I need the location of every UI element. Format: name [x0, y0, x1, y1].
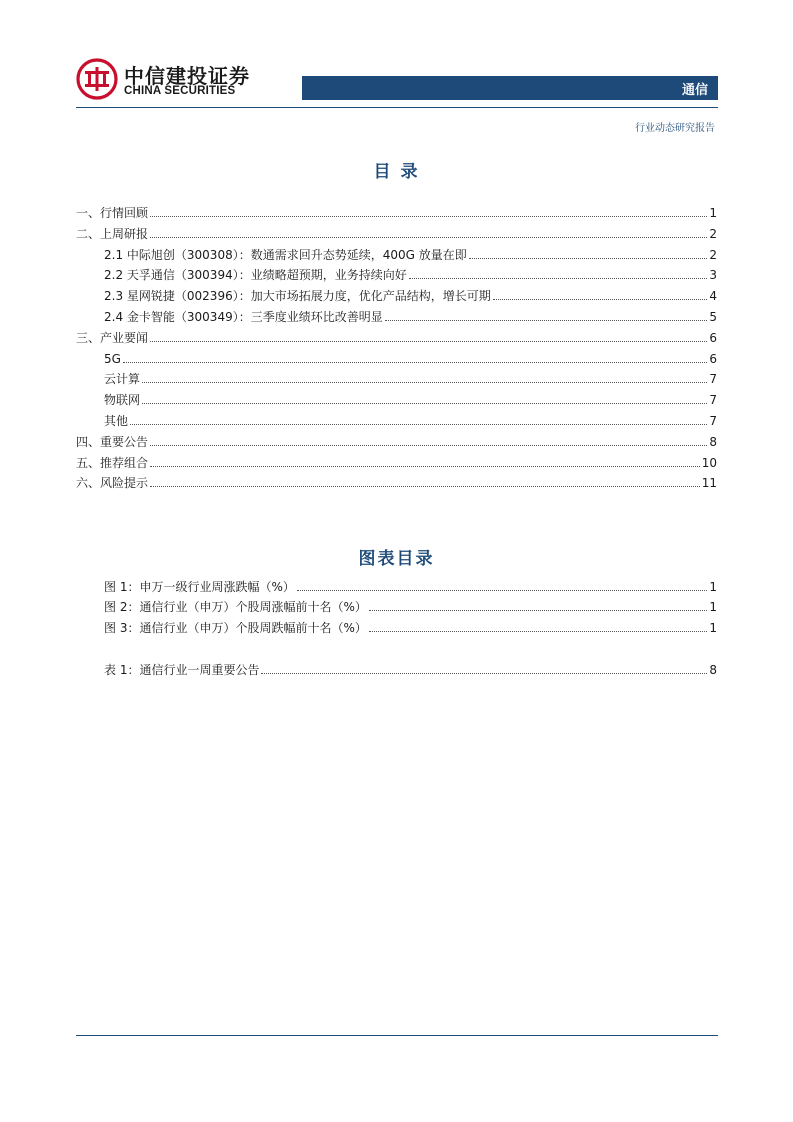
toc-entry-page: 5: [709, 310, 717, 324]
toc-entry-page: 6: [709, 331, 717, 345]
leader-dots: [150, 445, 707, 446]
toc-entry-page: 11: [701, 476, 717, 490]
figure-entry-page: 1: [709, 580, 717, 594]
toc-entry-text: 一、行情回顾: [76, 206, 149, 220]
toc-entry-page: 3: [709, 268, 717, 282]
leader-dots: [150, 466, 700, 467]
toc-entry-page: 2: [709, 248, 717, 262]
figure-entry-page: 8: [709, 663, 717, 677]
citic-logo-icon: [76, 58, 118, 100]
toc-entry[interactable]: [104, 286, 717, 304]
toc-entry-text: 2.2 天孚通信（300394）：业绩略超预期，业务持续向好: [104, 268, 407, 282]
toc-entry[interactable]: [104, 411, 717, 429]
toc-entry-text: 五、推荐组合: [76, 456, 149, 470]
figure-entry[interactable]: [104, 577, 717, 595]
company-logo: [76, 58, 276, 102]
figure-entry[interactable]: [104, 660, 717, 678]
toc-entry[interactable]: [76, 432, 717, 450]
leader-dots: [142, 403, 707, 404]
toc-entry[interactable]: [76, 203, 717, 221]
leader-dots: [150, 486, 700, 487]
toc-entry[interactable]: [76, 328, 717, 346]
leader-dots: [261, 673, 707, 674]
toc-entry[interactable]: [76, 473, 717, 491]
report-type: 行业动态研究报告: [635, 123, 715, 134]
leader-dots: [469, 258, 708, 259]
toc-entry-text: 三、产业要闻: [76, 331, 149, 345]
figure-entry[interactable]: [104, 618, 717, 636]
toc-entry-text: 5G: [104, 352, 121, 366]
toc-entry-page: 7: [709, 372, 717, 386]
figure-entry-text: 表 1：通信行业一周重要公告: [104, 663, 260, 677]
toc-entry-page: 1: [709, 206, 717, 220]
leader-dots: [123, 362, 707, 363]
toc-entry[interactable]: [104, 369, 717, 387]
toc-entry-text: 云计算: [104, 372, 141, 386]
figure-entry-text: 图 2：通信行业（申万）个股周涨幅前十名（%）: [104, 600, 367, 614]
logo-chinese-name: 中信建投证券: [124, 64, 250, 88]
toc-entry-page: 6: [709, 352, 717, 366]
leader-dots: [493, 299, 708, 300]
industry-banner: [302, 76, 718, 100]
leader-dots: [297, 590, 708, 591]
leader-dots: [369, 610, 708, 611]
footer-divider: [76, 1035, 718, 1036]
toc-entry-text: 六、风险提示: [76, 476, 149, 490]
toc-entry[interactable]: [104, 245, 717, 263]
figure-entry-text: 图 1：申万一级行业周涨跌幅（%）: [104, 580, 295, 594]
leader-dots: [130, 424, 707, 425]
toc-entry-page: 8: [709, 435, 717, 449]
toc-entry-text: 物联网: [104, 393, 141, 407]
toc-entry-page: 10: [701, 456, 717, 470]
leader-dots: [369, 631, 708, 632]
leader-dots: [409, 278, 708, 279]
toc-entry-page: 2: [709, 227, 717, 241]
leader-dots: [142, 382, 707, 383]
toc-entry-text: 2.3 星网锐捷（002396）：加大市场拓展力度，优化产品结构，增长可期: [104, 289, 491, 303]
leader-dots: [150, 237, 707, 238]
toc-entry-text: 2.1 中际旭创（300308）：数通需求回升态势延续，400G 放量在即: [104, 248, 467, 262]
toc-entry[interactable]: [104, 349, 717, 367]
figure-entry-page: 1: [709, 600, 717, 614]
toc-entry-text: 四、重要公告: [76, 435, 149, 449]
toc-entry-page: 7: [709, 393, 717, 407]
toc-title: 目 录: [373, 162, 420, 182]
figure-entry-text: 图 3：通信行业（申万）个股周跌幅前十名（%）: [104, 621, 367, 635]
toc-entry-text: 二、上周研报: [76, 227, 149, 241]
figure-entry[interactable]: [104, 597, 717, 615]
logo-english-name: CHINA SECURITIES: [124, 85, 236, 97]
figure-entry-page: 1: [709, 621, 717, 635]
toc-entry-page: 7: [709, 414, 717, 428]
figures-title: 图表目录: [358, 549, 435, 569]
toc-entry[interactable]: [104, 307, 717, 325]
toc-entry-page: 4: [709, 289, 717, 303]
industry-label: 通信: [681, 83, 708, 98]
toc-entry[interactable]: [104, 390, 717, 408]
toc-entry[interactable]: [76, 453, 717, 471]
toc-entry-text: 2.4 金卡智能（300349）：三季度业绩环比改善明显: [104, 310, 383, 324]
header-divider: [76, 107, 718, 108]
toc-entry-text: 其他: [104, 414, 129, 428]
toc-entry[interactable]: [76, 224, 717, 242]
leader-dots: [150, 341, 707, 342]
leader-dots: [150, 216, 707, 217]
toc-entry[interactable]: [104, 265, 717, 283]
leader-dots: [385, 320, 708, 321]
